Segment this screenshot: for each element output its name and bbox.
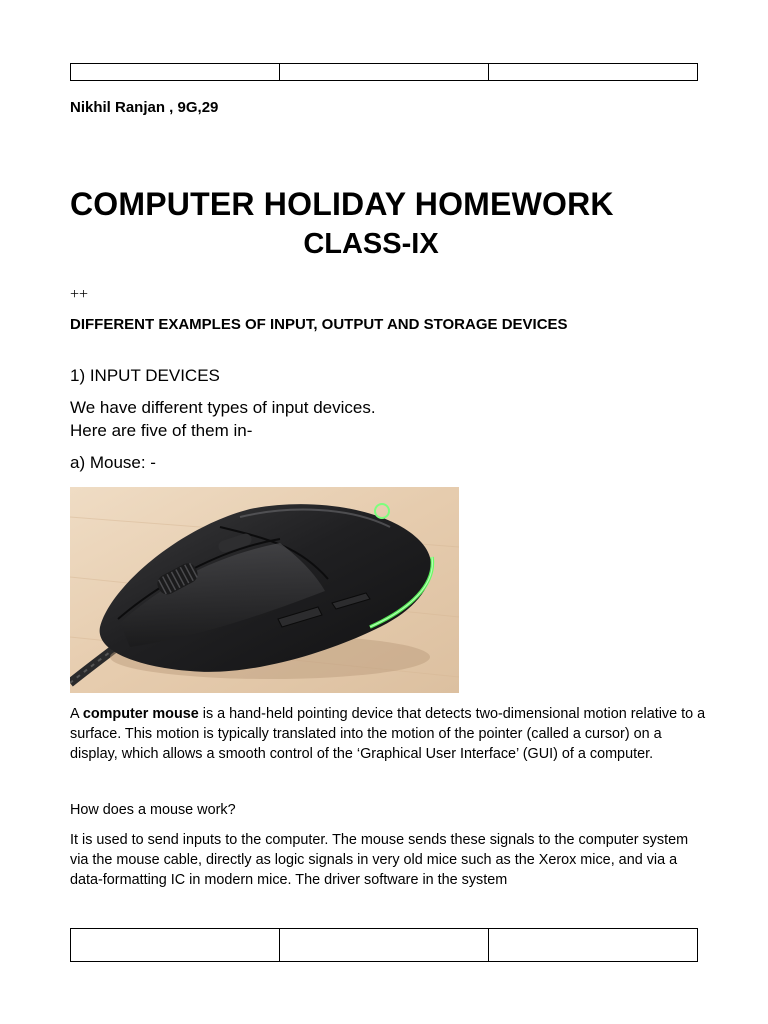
description-term: computer mouse xyxy=(82,706,199,722)
description-lead: A xyxy=(70,706,83,722)
footer-cell-right xyxy=(489,929,698,962)
intro-line-2: Here are five of them in- xyxy=(70,421,253,440)
intro-line-1: We have different types of input devices. xyxy=(70,398,376,417)
marker-text: ++ xyxy=(70,286,89,303)
footer-table xyxy=(70,928,698,962)
footer-cell-middle xyxy=(280,929,489,962)
description-rest: is a hand-held pointing device that detects two-dimensional motion relative to a surface. This motion is typically translated into the motion of the pointer (called a cursor) on a display, which allows a smooth control of the ‘Graphical User Interface’ (GUI) of a computer. xyxy=(70,706,706,762)
header-cell-left xyxy=(71,64,280,81)
mouse-label: a) Mouse: - xyxy=(70,453,156,472)
input-devices-heading: 1) INPUT DEVICES xyxy=(70,366,220,385)
footer-cell-left xyxy=(71,929,280,962)
document-subtitle: CLASS-IX xyxy=(303,228,439,260)
section-heading: DIFFERENT EXAMPLES OF INPUT, OUTPUT AND STORAGE DEVICES xyxy=(70,316,568,333)
computer-mouse-photo xyxy=(70,487,459,693)
header-cell-right xyxy=(489,64,698,81)
how-mouse-works-heading: How does a mouse work? xyxy=(70,802,236,818)
header-cell-middle xyxy=(280,64,489,81)
how-mouse-works-paragraph: It is used to send inputs to the computer. The mouse sends these signals to the computer system via the mouse cable, directly as logic signals in very old mice such as the Xerox mice, and via a data-formatting IC in modern mice. The driver software in the system xyxy=(70,832,689,888)
author-line: Nikhil Ranjan , 9G,29 xyxy=(70,99,219,116)
header-table xyxy=(70,63,698,81)
document-title: COMPUTER HOLIDAY HOMEWORK xyxy=(70,186,614,222)
mouse-description xyxy=(70,704,710,764)
